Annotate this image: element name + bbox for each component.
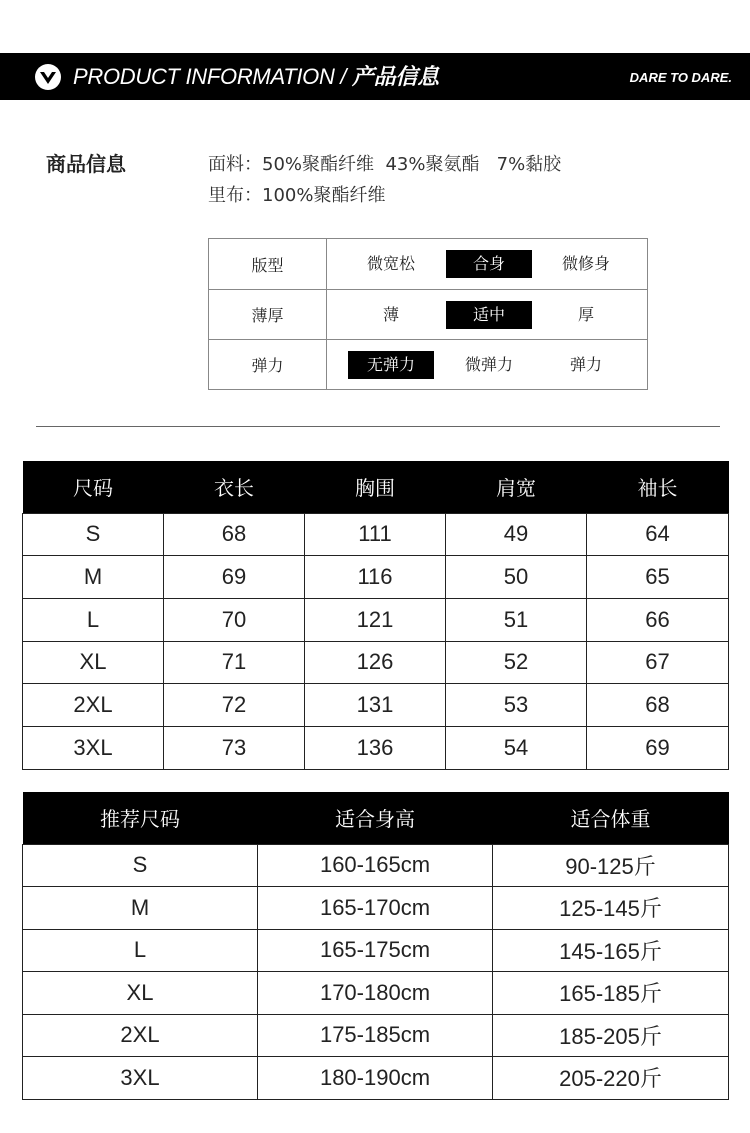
table-row	[23, 929, 729, 972]
table-cell: 136	[305, 726, 446, 769]
column-header: 尺码	[23, 461, 164, 513]
table-cell: 65	[587, 556, 729, 599]
attribute-option: 微宽松	[366, 254, 415, 273]
attribute-row-fit	[209, 239, 647, 289]
table-row	[23, 1014, 729, 1057]
table-row	[23, 887, 729, 930]
attribute-row-stretch	[209, 339, 647, 389]
table-cell: 180-190cm	[258, 1057, 493, 1100]
table-cell: 170-180cm	[258, 972, 493, 1015]
table-cell: 53	[446, 684, 587, 727]
table-cell: 64	[587, 513, 729, 556]
table-cell: 2XL	[23, 684, 164, 727]
table-cell: 51	[446, 598, 587, 641]
table-row	[23, 684, 729, 727]
table-cell: S	[23, 513, 164, 556]
product-info-heading: 商品信息	[46, 152, 126, 176]
attribute-table	[208, 238, 648, 390]
table-cell: 72	[164, 684, 305, 727]
table-cell: 116	[305, 556, 446, 599]
column-header: 推荐尺码	[23, 792, 258, 844]
attribute-option: 薄	[382, 304, 399, 324]
table-row	[23, 513, 729, 556]
table-row	[23, 598, 729, 641]
attribute-option-selected: 适中	[446, 301, 532, 329]
table-cell: S	[23, 844, 258, 887]
table-header-row	[23, 792, 729, 844]
fabric-composition: 面料：50%聚酯纤维 43%聚氨酯 7%黏胶	[208, 154, 562, 175]
section-divider	[36, 426, 720, 427]
table-header-row	[23, 461, 729, 513]
table-cell: 131	[305, 684, 446, 727]
table-cell: 126	[305, 641, 446, 684]
table-row	[23, 972, 729, 1015]
table-cell: 68	[164, 513, 305, 556]
table-cell: 121	[305, 598, 446, 641]
title-cn: 产品信息	[351, 64, 439, 89]
table-cell: 71	[164, 641, 305, 684]
recommend-size-table	[22, 792, 729, 1100]
page-title	[73, 53, 439, 100]
column-header: 胸围	[305, 461, 446, 513]
attribute-label: 薄厚	[209, 290, 327, 339]
table-cell: 111	[305, 513, 446, 556]
brand-slogan: DARE TO DARE.	[629, 70, 732, 85]
column-header: 适合体重	[493, 792, 729, 844]
table-row	[23, 641, 729, 684]
attribute-option: 厚	[577, 304, 594, 324]
table-cell: L	[23, 929, 258, 972]
attribute-label: 版型	[209, 239, 327, 289]
table-row	[23, 556, 729, 599]
table-cell: 73	[164, 726, 305, 769]
table-cell: 54	[446, 726, 587, 769]
attribute-option-selected: 无弹力	[348, 351, 434, 379]
attribute-option: 弹力	[569, 354, 602, 374]
table-cell: 3XL	[23, 726, 164, 769]
table-cell: 3XL	[23, 1057, 258, 1100]
table-cell: 145-165斤	[493, 929, 729, 972]
column-header: 适合身高	[258, 792, 493, 844]
title-en: PRODUCT INFORMATION /	[73, 64, 347, 89]
attribute-row-thickness	[209, 289, 647, 339]
table-cell: 185-205斤	[493, 1014, 729, 1057]
table-row	[23, 726, 729, 769]
table-cell: 90-125斤	[493, 844, 729, 887]
table-cell: 68	[587, 684, 729, 727]
table-cell: XL	[23, 641, 164, 684]
table-cell: M	[23, 556, 164, 599]
table-cell: 52	[446, 641, 587, 684]
table-row	[23, 1057, 729, 1100]
table-cell: 69	[164, 556, 305, 599]
table-cell: 69	[587, 726, 729, 769]
table-cell: 205-220斤	[493, 1057, 729, 1100]
table-cell: 125-145斤	[493, 887, 729, 930]
attribute-option: 微修身	[561, 254, 610, 273]
table-cell: L	[23, 598, 164, 641]
table-cell: 175-185cm	[258, 1014, 493, 1057]
table-row	[23, 844, 729, 887]
table-cell: 2XL	[23, 1014, 258, 1057]
table-cell: 165-185斤	[493, 972, 729, 1015]
table-cell: 66	[587, 598, 729, 641]
header-banner	[0, 53, 750, 100]
table-cell: 165-170cm	[258, 887, 493, 930]
column-header: 袖长	[587, 461, 729, 513]
attribute-option-selected: 合身	[446, 250, 532, 278]
table-cell: 67	[587, 641, 729, 684]
table-cell: XL	[23, 972, 258, 1015]
size-chart-table	[22, 461, 729, 770]
column-header: 肩宽	[446, 461, 587, 513]
table-cell: 70	[164, 598, 305, 641]
lining-composition: 里布：100%聚酯纤维	[208, 185, 386, 206]
table-cell: M	[23, 887, 258, 930]
brand-logo-icon	[35, 64, 61, 90]
table-cell: 160-165cm	[258, 844, 493, 887]
table-cell: 49	[446, 513, 587, 556]
table-cell: 165-175cm	[258, 929, 493, 972]
attribute-option: 微弹力	[464, 354, 513, 374]
table-cell: 50	[446, 556, 587, 599]
attribute-label: 弹力	[209, 340, 327, 389]
column-header: 衣长	[164, 461, 305, 513]
